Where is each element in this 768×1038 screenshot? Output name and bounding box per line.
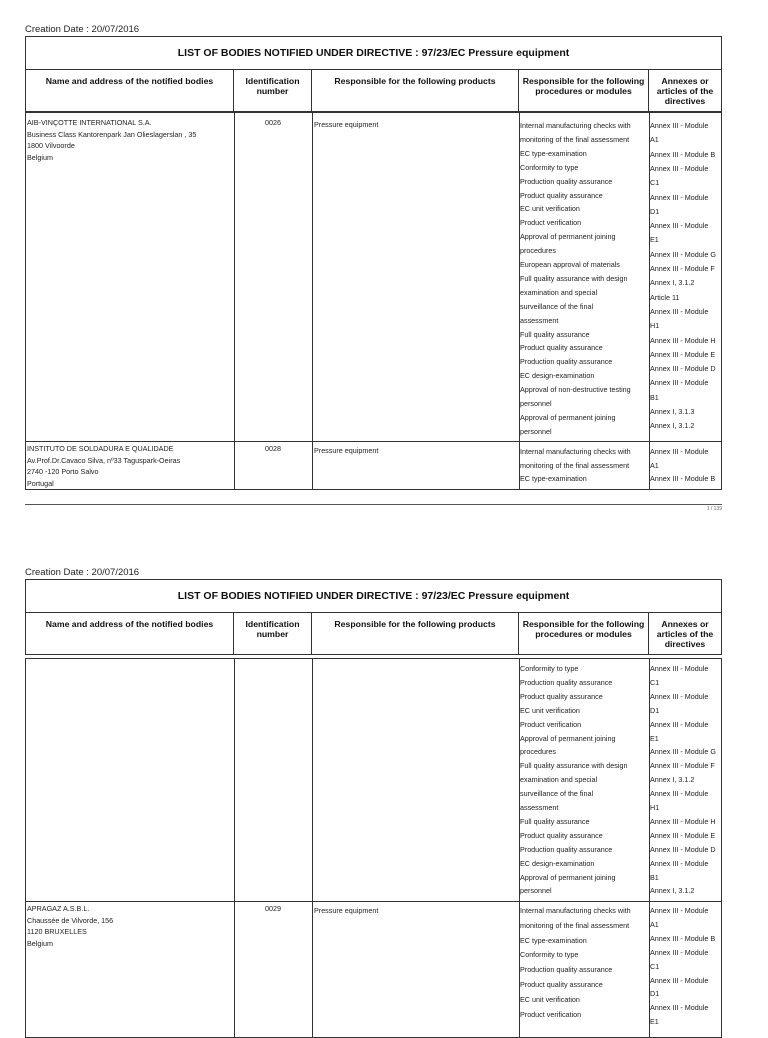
list-line: Annex III - Module G [650, 747, 716, 757]
list-line: assessment [520, 803, 559, 812]
table-body [25, 658, 722, 1038]
list-line: H1 [650, 321, 660, 331]
body-name-line: APRAGAZ A.S.B.L. [27, 904, 90, 913]
list-line: EC design-examination [520, 371, 595, 381]
list-line: A1 [650, 460, 659, 470]
body-id-0028: 0028 [265, 444, 281, 453]
list-line: Full quality assurance [520, 816, 590, 826]
body-name-line: INSTITUTO DE SOLDADURA E QUALIDADE [27, 444, 174, 453]
table-header [25, 70, 722, 112]
list-line: H1 [650, 803, 660, 812]
header-procedures: Responsible for the following procedures or modules [519, 70, 649, 111]
list-line: personnel [520, 886, 552, 896]
header-name: Name and address of the notified bodies [26, 70, 234, 111]
list-line: monitoring of the final assessment [520, 134, 630, 144]
page-number: 1 / 139 [706, 506, 722, 512]
list-line: Conformity to type [520, 950, 579, 960]
table-title: LIST OF BODIES NOTIFIED UNDER DIRECTIVE : 97/23/EC Pressure equipment [25, 36, 722, 70]
list-line: Internal manufacturing checks with [520, 121, 631, 130]
list-line: Full quality assurance [520, 329, 590, 339]
table-header [25, 613, 722, 655]
list-line: monitoring of the final assessment [520, 920, 630, 930]
body-name-0029 [27, 903, 232, 949]
header-id: Identification number [234, 613, 312, 654]
list-line: Approval of permanent joining [520, 872, 616, 882]
row-divider [26, 441, 721, 442]
header-procedures: Responsible for the following procedures or modules [519, 613, 649, 654]
list-line: Annex III - Module [650, 975, 709, 985]
list-line: Full quality assurance with design [520, 273, 628, 283]
body-id-0029: 0029 [265, 904, 281, 913]
list-line: Annex III - Module B [650, 474, 716, 483]
list-line: procedures [520, 747, 556, 757]
list-line: Product quality assurance [520, 343, 603, 353]
header-annexes: Annexes or articles of the directives [656, 76, 714, 106]
row-divider [26, 901, 721, 902]
header-products: Responsible for the following products [312, 613, 519, 654]
list-line: Conformity to type [520, 162, 579, 172]
list-line: Production quality assurance [520, 357, 613, 367]
list-line: Production quality assurance [520, 844, 613, 854]
body-name-line: AIB-VINÇOTTE INTERNATIONAL S.A. [27, 118, 152, 127]
list-line: Annex I, 3.1.2 [650, 278, 695, 288]
list-line: Internal manufacturing checks with [520, 447, 631, 456]
list-line: EC type-examination [520, 474, 587, 483]
list-line: Annex III - Module [650, 378, 709, 388]
body-name-0026 [27, 117, 232, 163]
list-line: Production quality assurance [520, 176, 613, 186]
header-name: Name and address of the notified bodies [26, 613, 234, 654]
body-address-line: Chaussée de Vilvorde, 156 [27, 915, 114, 925]
list-line: Annex III - Module [650, 163, 709, 173]
list-line: EC type-examination [520, 935, 587, 945]
list-line: personnel [520, 426, 552, 436]
list-line: E1 [650, 235, 659, 245]
list-line: Annex III - Module B [650, 149, 716, 159]
creation-date: Creation Date : 20/07/2016 [25, 567, 140, 578]
list-line: Annex III - Module [650, 1003, 709, 1013]
list-line: EC design-examination [520, 858, 595, 868]
list-line: Annex III - Module [650, 947, 709, 957]
list-line: Annex I, 3.1.2 [650, 886, 695, 896]
list-line: Annex I, 3.1.2 [650, 421, 695, 431]
list-line: Production quality assurance [520, 965, 613, 975]
list-line: Annex I, 3.1.2 [650, 775, 695, 785]
body-address-line: Business Class Kantorenpark Jan Olieslagerslan , 35 [27, 129, 197, 139]
list-line: Annex III - Module E [650, 349, 716, 359]
list-line: D1 [650, 705, 660, 715]
list-line: examination and special [520, 287, 598, 297]
list-line: Annex III - Module [650, 858, 709, 868]
list-line: Annex III - Module D [650, 364, 716, 374]
list-line: Article 11 [650, 292, 680, 302]
list-line: procedures [520, 246, 556, 256]
list-line: Annex III - Module F [650, 761, 715, 771]
list-line: Annex I, 3.1.3 [650, 407, 695, 416]
body-city-line: 1800 Vilvoorde [27, 141, 75, 150]
body-city-line: 1120 BRUXELLES [27, 927, 87, 936]
body-address-line: Av.Prof.Dr.Cavaco Silva, nº33 Taguspark-Oeiras [27, 455, 181, 465]
list-line: Product quality assurance [520, 691, 603, 701]
list-line: C1 [650, 677, 660, 687]
list-line: A1 [650, 919, 659, 929]
list-line: Annex III - Module [650, 121, 709, 130]
header-products: Responsible for the following products [312, 70, 519, 111]
list-line: Annex III - Module [650, 192, 709, 202]
body-country-line: Belgium [27, 152, 53, 162]
list-line: Product quality assurance [520, 980, 603, 989]
list-line: Annex III - Module B [650, 933, 716, 943]
list-line: European approval of materials [520, 260, 620, 269]
list-line: Annex III - Module [650, 906, 709, 915]
list-line: Product verification [520, 719, 582, 729]
creation-date: Creation Date : 20/07/2016 [25, 24, 140, 35]
list-line: Annex III - Module [650, 221, 709, 231]
body-city-line: 2740 -120 Porto Salvo [27, 467, 99, 476]
list-line: D1 [650, 989, 660, 999]
list-line: B1 [650, 392, 659, 402]
list-line: Approval of non-destructive testing [520, 385, 631, 395]
list-line: Annex III - Module [650, 719, 709, 729]
list-line: Annex III - Module [650, 447, 709, 456]
list-line: Approval of permanent joining [520, 232, 616, 242]
body-country-line: Belgium [27, 938, 53, 948]
list-line: E1 [650, 733, 659, 743]
list-line: Product quality assurance [520, 830, 603, 840]
list-line: surveillance of the final [520, 789, 594, 799]
table-title: LIST OF BODIES NOTIFIED UNDER DIRECTIVE : 97/23/EC Pressure equipment [25, 579, 722, 613]
body-product-0026: Pressure equipment [314, 120, 379, 129]
list-line: Product verification [520, 218, 582, 228]
list-line: Annex III - Module [650, 664, 709, 673]
list-line: EC unit verification [520, 705, 580, 715]
list-line: C1 [650, 961, 660, 971]
list-line: Annex III - Module H [650, 335, 716, 345]
list-line: EC unit verification [520, 204, 580, 214]
list-line: Annex III - Module [650, 691, 709, 701]
body-name-0028 [27, 443, 232, 489]
body-product-0029: Pressure equipment [314, 906, 379, 915]
list-line: EC unit verification [520, 994, 580, 1004]
body-product-0028: Pressure equipment [314, 446, 379, 455]
list-line: surveillance of the final [520, 301, 594, 311]
list-line: Approval of permanent joining [520, 412, 616, 422]
header-id: Identification number [234, 70, 312, 111]
list-line: Conformity to type [520, 664, 579, 673]
list-line: Product quality assurance [520, 190, 603, 200]
list-line: B1 [650, 872, 659, 882]
table-body [25, 112, 722, 490]
list-line: E1 [650, 1017, 659, 1027]
list-line: Full quality assurance with design [520, 761, 628, 771]
list-line: D1 [650, 206, 660, 216]
list-line: Annex III - Module [650, 306, 709, 316]
list-line: Approval of permanent joining [520, 733, 616, 743]
list-line: personnel [520, 399, 552, 408]
list-line: Annex III - Module G [650, 249, 716, 259]
list-line: Annex III - Module F [650, 264, 715, 273]
list-line: Annex III - Module H [650, 816, 716, 826]
list-line: C1 [650, 178, 660, 188]
list-line: EC type-examination [520, 148, 587, 158]
list-line: monitoring of the final assessment [520, 460, 630, 470]
list-line: Annex III - Module [650, 789, 709, 799]
list-line: Production quality assurance [520, 677, 613, 687]
list-line: Product verification [520, 1009, 582, 1019]
list-line: A1 [650, 135, 659, 145]
list-line: assessment [520, 315, 559, 325]
list-line: Annex III - Module D [650, 844, 716, 854]
list-line: Annex III - Module E [650, 830, 716, 840]
body-country-line: Portugal [27, 478, 54, 488]
header-annexes: Annexes or articles of the directives [656, 619, 714, 649]
list-line: examination and special [520, 775, 598, 785]
page-footer-line [25, 504, 722, 505]
body-id-0026: 0026 [265, 118, 281, 127]
list-line: Internal manufacturing checks with [520, 906, 631, 915]
